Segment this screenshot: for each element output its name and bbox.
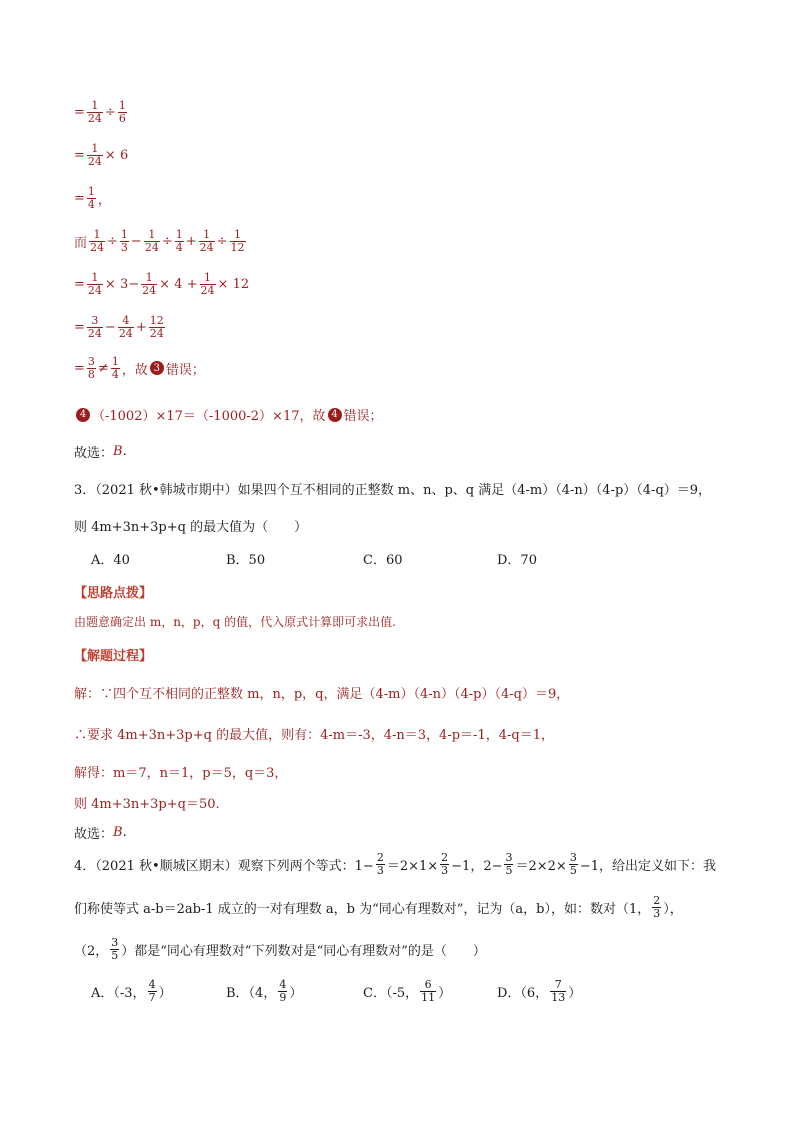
q4-stem-line-1: 4．（2021 秋•顺城区期末）观察下列两个等式：1− $\frac{2}{3}$ ＝2×1× $\frac{2}{3}$ −1，2− $\frac{3}{5}$ ＝2×2× $\frac{3}{5}$ −1，给出定义如下：我 bbox=[74, 851, 716, 877]
q4-option-b: B．（4， $\frac{4}{9}$ ） bbox=[226, 978, 303, 1004]
q3-option-a: A．40 bbox=[91, 553, 130, 568]
solution-line-2: ∴要求 4m+3n+3p+q 的最大值，则有：4-m＝-3，4-n＝3，4-p＝-1，4-q＝1， bbox=[74, 728, 554, 743]
circled-number-4: 4 bbox=[76, 408, 90, 422]
q3-option-c: C．60 bbox=[363, 553, 403, 568]
q3-stem-line-1: 3．（2021 秋•韩城市期中）如果四个互不相同的正整数 m、n、p、q 满足（4-m）（4-n）（4-p）（4-q）＝9， bbox=[74, 483, 712, 498]
calc-line-1: = $\frac{1}{24}$ ÷ $\frac{1}{6}$ bbox=[74, 99, 126, 125]
calc-line-6: = $\frac{3}{24}$ − $\frac{4}{24}$ + $\frac{12}{24}$ bbox=[74, 314, 164, 340]
q4-option-a: A．（-3， $\frac{4}{7}$ ） bbox=[91, 978, 172, 1004]
solution-title: 【解题过程】 bbox=[74, 649, 153, 664]
q4-stem-line-3: （2， $\frac{3}{5}$ ）都是“同心有理数对”下列数对是“同心有理数对”的是（ ） bbox=[74, 936, 486, 962]
calc-line-4: 而 $\frac{1}{24}$ ÷ $\frac{1}{3}$ − $\frac{1}{24}$ ÷ $\frac{1}{4}$ + $\frac{1}{24}$ ÷ $\frac{1}{12}$ bbox=[74, 228, 245, 254]
q4-stem-line-2: 们称使等式 a-b＝2ab-1 成立的一对有理数 a，b 为“同心有理数对”，记为（a，b），如：数对（1， $\frac{2}{3}$ ）， bbox=[74, 894, 683, 920]
calc-line-2: = $\frac{1}{24}$ × 6 bbox=[74, 142, 129, 168]
q4-option-d: D．（6， $\frac{7}{13}$ ） bbox=[497, 978, 582, 1004]
answer-line-2: 故选： B . bbox=[74, 825, 127, 842]
q3-option-b: B．50 bbox=[226, 553, 266, 568]
calc-line-7: = $\frac{3}{8}$ ≠ $\frac{1}{4}$ ，故 3 错误； bbox=[74, 355, 205, 381]
answer-line-1: 故选： B . bbox=[74, 444, 127, 461]
q3-option-d: D．70 bbox=[497, 553, 537, 568]
circled-number-3: 3 bbox=[150, 361, 164, 375]
fraction-1-6: $\frac{1}{6}$ bbox=[118, 99, 126, 125]
calc-line-5: = $\frac{1}{24}$ × 3 − $\frac{1}{24}$ × 4 + $\frac{1}{24}$ × 12 bbox=[74, 271, 250, 297]
calc-line-3: = $\frac{1}{4}$ ， bbox=[74, 185, 111, 211]
solution-line-4: 则 4m+3n+3p+q＝50. bbox=[74, 797, 220, 812]
q4-option-c: C．（-5， $\frac{6}{11}$ ） bbox=[363, 978, 452, 1004]
solution-line-3: 解得：m＝7，n＝1，p＝5，q＝3， bbox=[74, 766, 288, 781]
fraction-1-24: $\frac{1}{24}$ bbox=[87, 99, 102, 125]
circled-number-4: 4 bbox=[328, 408, 342, 422]
hint-title: 【思路点拨】 bbox=[74, 586, 153, 601]
solution-line-1: 解：∵四个互不相同的正整数 m，n，p，q，满足（4-m）（4-n）（4-p）（4-q）＝9， bbox=[74, 687, 570, 702]
q3-stem-line-2: 则 4m+3n+3p+q 的最大值为（ ） bbox=[74, 520, 308, 535]
calc-line-8: 4 （-1002）×17＝（-1000-2）×17，故 4 错误； bbox=[74, 405, 383, 424]
fraction-1-4: $\frac{1}{4}$ bbox=[87, 185, 95, 211]
hint-text: 由题意确定出 m，n，p，q 的值，代入原式计算即可求出值. bbox=[74, 615, 396, 629]
fraction-1-24: $\frac{1}{24}$ bbox=[87, 142, 102, 168]
